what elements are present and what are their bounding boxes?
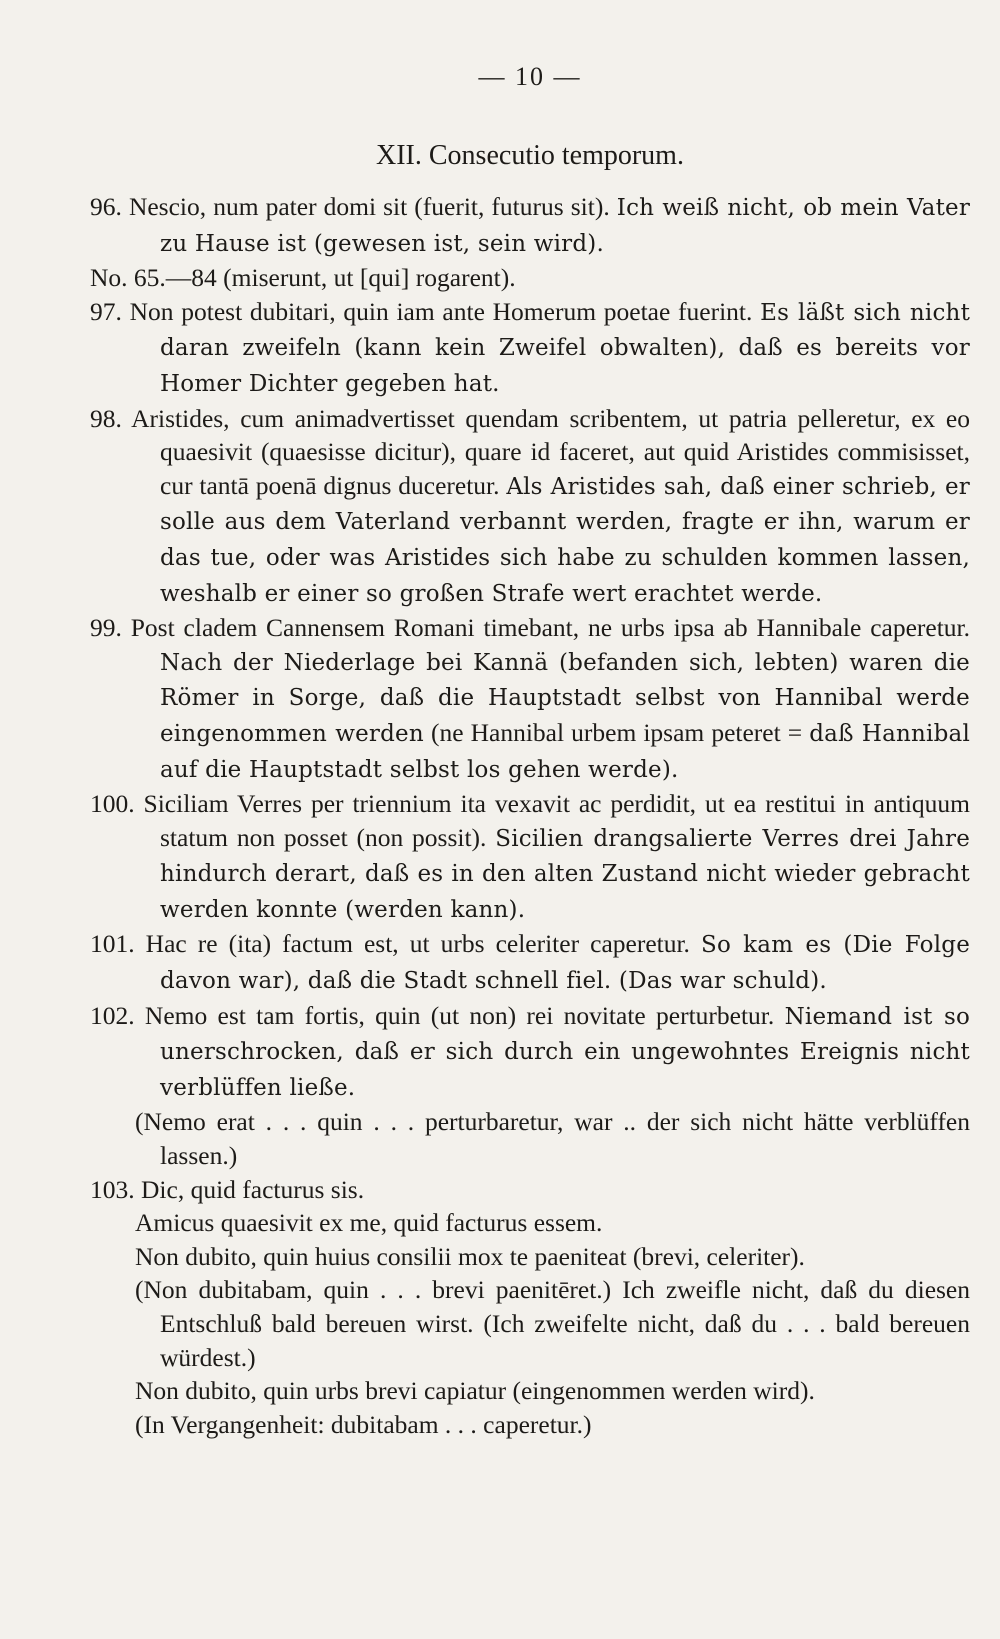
latin-text: Siciliam Verres per triennium ita vexavit ac perdidit, ut ea restitui in antiquum statum non posset (non possit). — [143, 789, 970, 852]
document-page — [90, 62, 970, 1441]
german-text: Ich zweifle nicht, daß du diesen Entschluß bald bereuen wirst. (Ich zweifelte nicht, daß du . . . bald bereuen würdest.) — [160, 1275, 970, 1372]
german-text: Als Aristides sah, daß einer schrieb, er solle aus dem Vaterland verbannt werden, fragte er ihn, warum er das tue, oder was Aristides sich habe zu schulden kommen lassen, weshalb er einer so großen Strafe wert erachtet werde. — [160, 473, 970, 607]
german-text: Nach der Niederlage bei Kannä (befanden sich, lebten) waren die Römer in Sorge, daß die Hauptstadt selbst von Hannibal werde eingenommen werden — [160, 649, 970, 747]
entry-reference — [90, 261, 970, 295]
entry-103 — [90, 1173, 970, 1207]
entry-number: 96. — [90, 192, 122, 221]
latin-text: Dic, quid facturus sis. — [141, 1174, 365, 1204]
german-text: Es läßt sich nicht daran zweifeln (kann kein Zweifel obwalten), daß es bereits vor Homer Dichter gegeben hat. — [160, 299, 971, 397]
entry-103-line-2 — [90, 1206, 970, 1240]
entry-100 — [90, 787, 970, 927]
entry-103-line-5 — [90, 1374, 970, 1408]
entry-102 — [90, 999, 970, 1106]
latin-text: Aristides, cum animadvertisset quendam scribentem, ut patria pelleretur, ex eo quaesivit (quaesisse dicitur), quare id faceret, aut quid Aristides commisisset, cur tantā poenā dignus duceretur. — [131, 403, 970, 500]
german-text: war .. der sich nicht hätte verblüffen lassen.) — [160, 1107, 971, 1171]
entry-99 — [90, 611, 970, 787]
entry-98 — [90, 402, 970, 612]
entry-103-line-4 — [90, 1273, 970, 1374]
latin-text: Nescio, num pater domi sit (fuerit, futurus sit). — [128, 192, 610, 221]
german-text: Niemand ist so unerschrocken, daß er sich durch ein ungewohntes Ereignis nicht verblüffen ließe. — [160, 1003, 971, 1101]
section-title: XII. Consecutio temporum. — [376, 140, 684, 171]
entry-number: 103. — [90, 1174, 135, 1204]
latin-text: Hac re (ita) factum est, ut urbs celeriter caperetur. — [145, 929, 690, 959]
german-text: (In Vergangenheit: — [135, 1409, 325, 1439]
entry-number: 102. — [90, 1000, 135, 1030]
entry-number: 99. — [90, 613, 122, 643]
entry-96 — [90, 190, 970, 261]
latin-text: (Non dubitabam, quin . . . brevi paenitēret.) — [135, 1275, 612, 1305]
german-text: So kam es (Die Folge davon war), daß die Stadt schnell fiel. (Das war schuld). — [160, 932, 971, 995]
german-text-2: daß Hannibal auf die Hauptstadt selbst los gehen werde). — [160, 720, 971, 783]
entry-number: 100. — [90, 789, 135, 819]
latin-text: Non dubito, quin urbs brevi capiatur — [135, 1376, 507, 1406]
german-text: Sicilien drangsalierte Verres drei Jahre hindurch derart, daß es in den alten Zustand nicht wieder gebracht werden konnte (werden kann). — [160, 825, 971, 923]
entry-number: 98. — [90, 403, 122, 433]
entry-102-sub — [90, 1105, 970, 1172]
latin-text-2: (ne Hannibal urbem ipsam peteret = — [430, 717, 803, 747]
page-number: — 10 — — [478, 62, 582, 91]
latin-text: Non potest dubitari, quin iam ante Homerum poetae fuerint. — [129, 296, 753, 326]
latin-text: Nemo est tam fortis, quin (ut non) rei novitate perturbetur. — [144, 1000, 775, 1030]
latin-text: Post cladem Cannensem Romani timebant, ne urbs ipsa ab Hannibale caperetur. — [130, 613, 971, 643]
entry-number: 97. — [90, 296, 122, 326]
latin-text: No. 65.—84 (miserunt, ut [qui] rogarent). — [90, 263, 516, 293]
german-text: (eingenommen werden wird). — [512, 1376, 815, 1406]
latin-text: Non dubito, quin huius consilii mox te paeniteat (brevi, celeriter). — [135, 1241, 805, 1271]
entry-103-line-3 — [90, 1240, 970, 1274]
latin-text: (Nemo erat . . . quin . . . perturbaretur, — [135, 1107, 564, 1137]
entry-number: 101. — [90, 929, 135, 959]
entry-103-line-6 — [90, 1408, 970, 1442]
german-text: Ich weiß nicht, ob mein Vater zu Hause ist (gewesen ist, sein wird). — [160, 195, 971, 257]
latin-text: Amicus quaesivit ex me, quid facturus essem. — [135, 1208, 603, 1238]
latin-text: dubitabam . . . caperetur.) — [330, 1409, 592, 1439]
entry-101 — [90, 927, 970, 998]
entry-97 — [90, 295, 970, 402]
